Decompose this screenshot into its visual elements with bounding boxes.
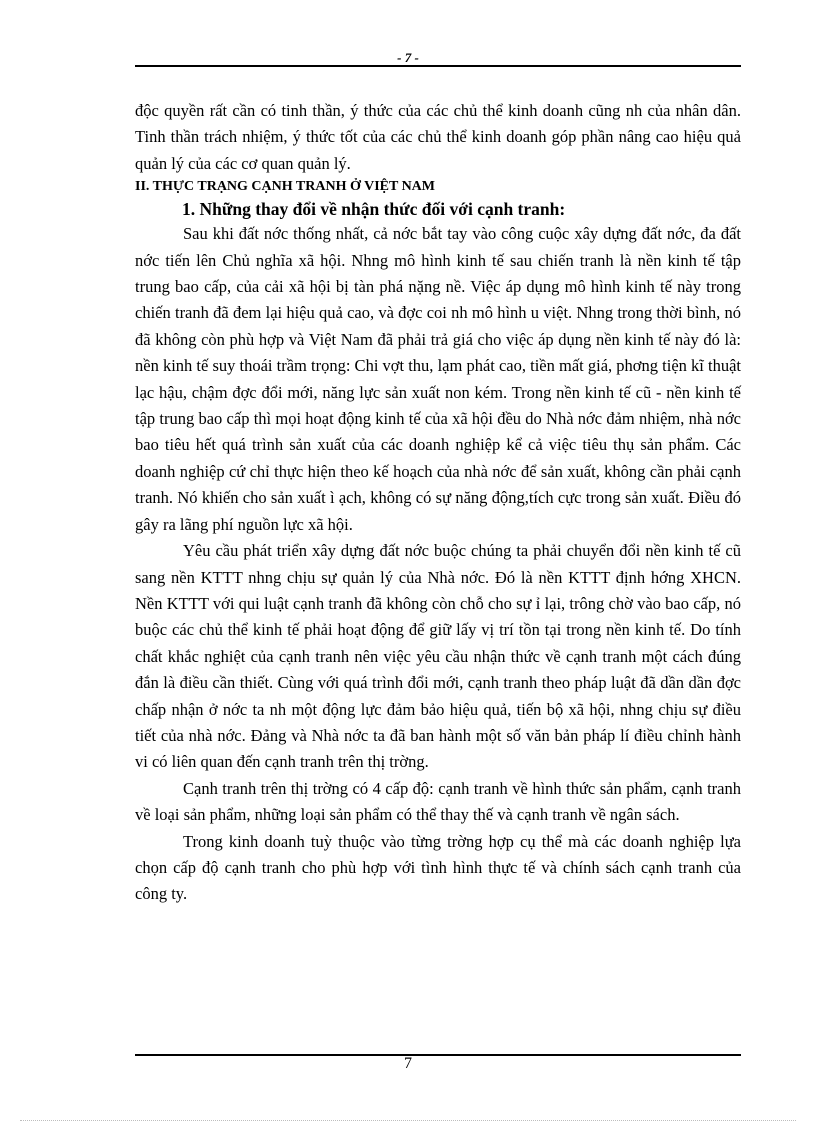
paragraph-business-choice: Trong kinh doanh tuỳ thuộc vào từng trờng hợp cụ thể mà các doanh nghiệp lựa chọn cấp độ cạnh tranh cho phù hợp với tình hình thực tế và chính sách cạnh tranh của công ty. (135, 831, 741, 904)
page-number-bottom: 7 (404, 1055, 412, 1072)
paragraph-competition-levels: Cạnh tranh trên thị trờng có 4 cấp độ: cạnh tranh về hình thức sản phẩm, cạnh tranh về loại sản phẩm, những loại sản phẩm có thể thay thế và cạnh tranh về ngân sách. (135, 778, 741, 825)
header-rule (135, 65, 741, 67)
section-heading: II. THỰC TRẠNG CẠNH TRANH Ở VIỆT NAM (135, 179, 436, 195)
document-body (135, 98, 741, 908)
intro-paragraph: độc quyền rất cần có tinh thần, ý thức của các chủ thể kinh doanh cũng nh của nhân dân. Tinh thần trách nhiệm, ý thức tốt của các chủ thể kinh doanh góp phần nâng cao hiệu quả quản lý của các cơ quan quản lý. (135, 101, 741, 173)
page-edge-divider (20, 1120, 796, 1121)
page-marker-top: - 7 - (397, 50, 419, 65)
paragraph-market-economy: Yêu cầu phát triển xây dựng đất nớc buộc chúng ta phải chuyển đổi nền kinh tế cũ sang nền KTTT nhng chịu sự quản lý của Nhà nớc. Đó là nền KTTT định hớng XHCN. Nền KTTT với qui luật cạnh tranh đã không còn chỗ cho sự ỉ lại, trông chờ vào bao cấp, nó buộc các chủ thể kinh tế phải hoạt động để giữ lấy vị trí tồn tại trong nền kinh tế. Do tính chất khắc nghiệt của cạnh tranh nên việc yêu cầu nhận thức về cạnh tranh một cách đúng đắn là điều cần thiết. Cùng với quá trình đổi mới, cạnh tranh theo pháp luật đã dần dần đợc chấp nhận ở nớc ta nh một động lực đảm bảo hiệu quả, tiến bộ xã hội, nhng chịu sự điều tiết của nhà nớc. Đảng và Nhà nớc ta đã ban hành một số văn bản pháp lí điều chỉnh hành vi có liên quan đến cạnh tranh trên thị trờng. (135, 541, 741, 772)
paragraph-background: Sau khi đất nớc thống nhất, cả nớc bắt tay vào công cuộc xây dựng đất nớc, đa đất nớc tiến lên Chủ nghĩa xã hội. Nhng mô hình kinh tế sau chiến tranh là nền kinh tế tập trung bao cấp, của cải xã hội bị tàn phá nặng nề. Việc áp dụng mô hình kinh tế này trong chiến tranh đã đem lại hiệu quả cao, và đợc coi nh mô hình u việt. Nhng trong thời bình, nó đã không còn phù hợp và Việt Nam đã phải trả giá cho việc áp dụng nền kinh tế này đó là: nền kinh tế suy thoái trầm trọng: Chi vợt thu, lạm phát cao, tiền mất giá, phơng tiện kĩ thuật lạc hậu, chậm đợc đổi mới, năng lực sản xuất non kém. Trong nền kinh tế cũ - nền kinh tế tập trung bao cấp thì mọi hoạt động kinh tế của xã hội đều do Nhà nớc đảm nhiệm, nhà nớc bao tiêu hết quá trình sản xuất của các doanh nghiệp kể cả việc tiêu thụ sản phẩm. Các doanh nghiệp cứ chỉ thực hiện theo kế hoạch của nhà nớc để sản xuất, không cần phải cạnh tranh. Nó khiến cho sản xuất ì ạch, không có sự năng động,tích cực trong sản xuất. Điều đó gây ra lãng phí nguồn lực xã hội. (135, 224, 741, 534)
subheading: 1. Những thay đổi về nhận thức đối với cạnh tranh: (182, 199, 566, 220)
